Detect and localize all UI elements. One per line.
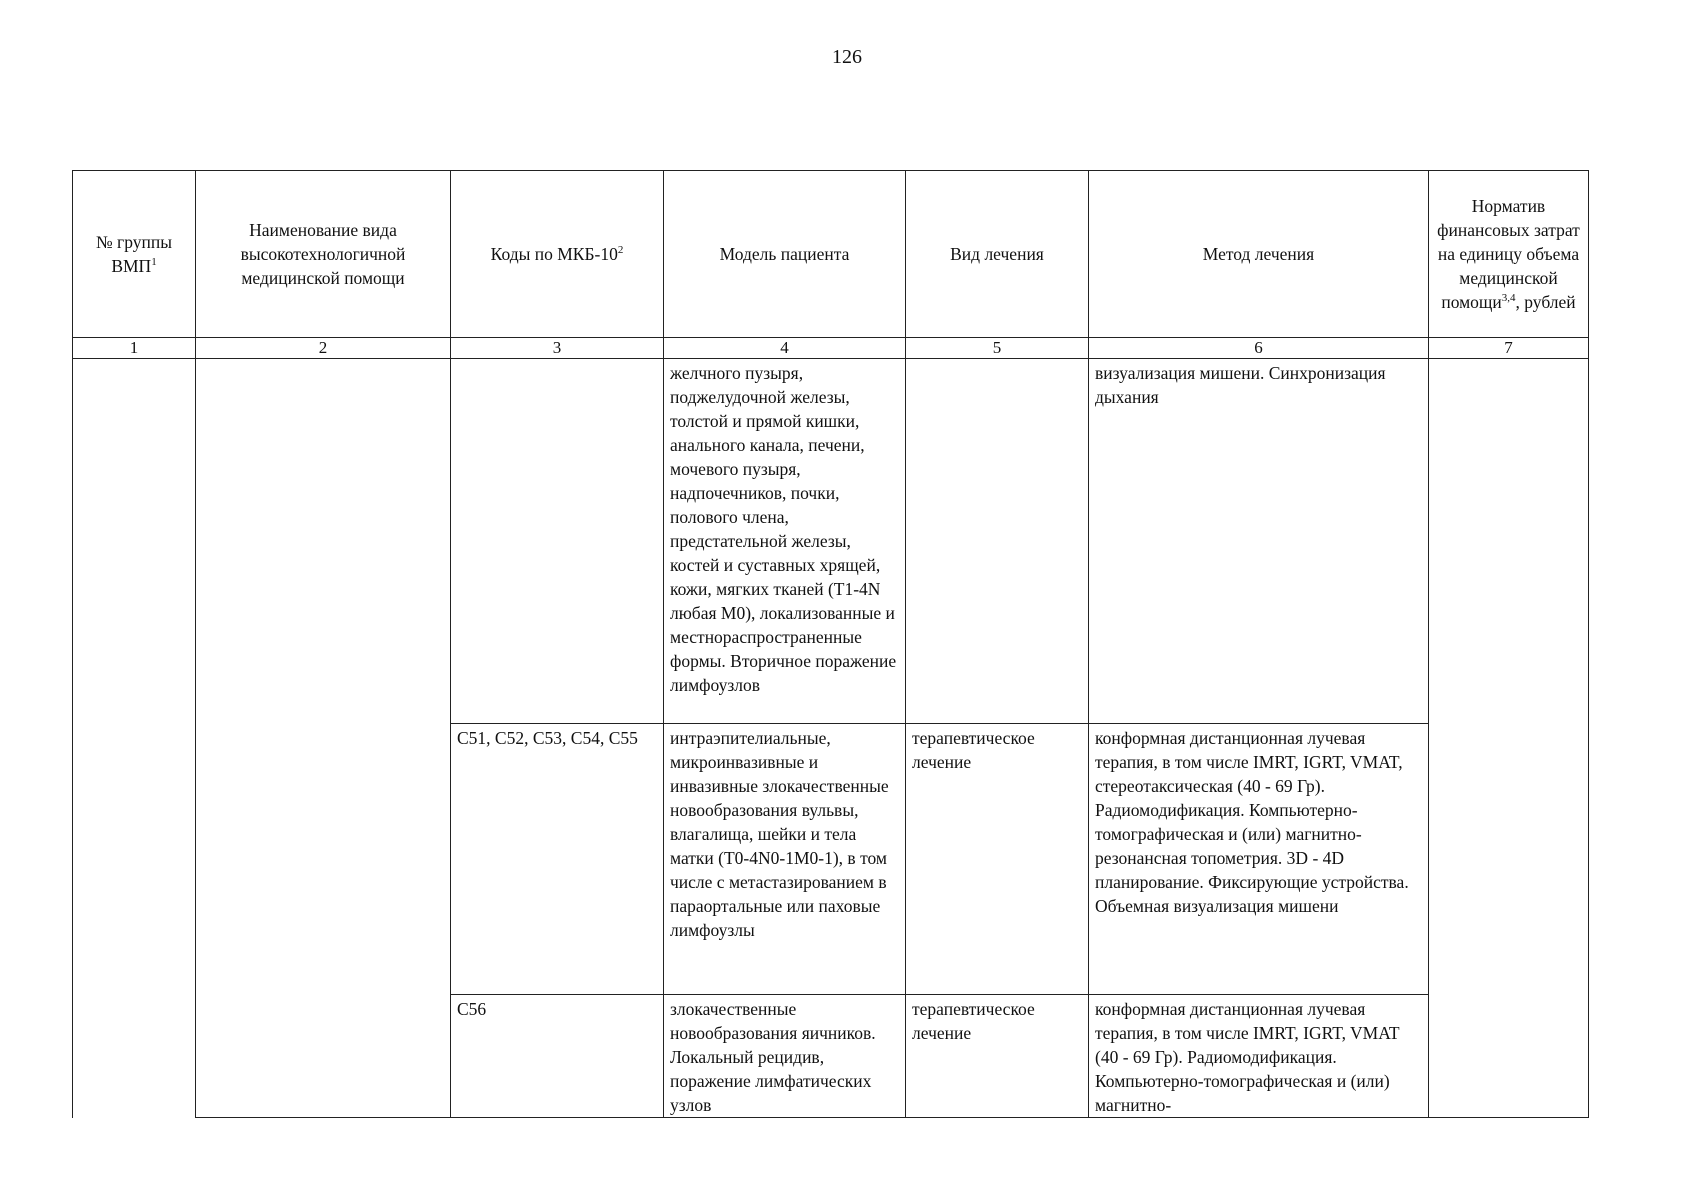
header-cost-standard: Норматив финансовых затрат на единицу объема медицинской помощи$^{3,4}$, рублей: [1429, 171, 1589, 338]
group-number-cell: [73, 359, 196, 1118]
column-number: 2: [196, 338, 451, 359]
column-number: 1: [73, 338, 196, 359]
header-treatment-type: Вид лечения: [906, 171, 1089, 338]
header-treatment-method: Метод лечения: [1089, 171, 1429, 338]
patient-model-cell: интраэпителиальные, микроинвазивные и инвазивные злокачественные новообразования вульвы, влагалища, шейки и тела матки (T0-4N0-1M0-1), в том числе с метастазированием в параортальные или паховые лимфоузлы: [664, 724, 906, 995]
treatment-type-cell: [906, 359, 1089, 724]
treatment-type-cell: терапевтическое лечение: [906, 995, 1089, 1118]
vmp-table: [72, 170, 1589, 1118]
header-icd-codes: Коды по МКБ-$10^2$: [451, 171, 664, 338]
cost-standard-cell: [1429, 359, 1589, 1118]
header-row: [73, 171, 1589, 338]
column-number: 4: [664, 338, 906, 359]
header-group-number: № группы ВМП$^1$: [73, 171, 196, 338]
icd-codes-cell: C56: [451, 995, 664, 1118]
care-type-cell: [196, 359, 451, 1118]
treatment-method-cell: конформная дистанционная лучевая терапия, в том числе IMRT, IGRT, VMAT, стереотаксическая (40 - 69 Гр). Радиомодификация. Компьютерно-томографическая и (или) магнитно-резонансная топометрия. 3D - 4D планирование. Фиксирующие устройства. Объемная визуализация мишени: [1089, 724, 1429, 995]
icd-codes-cell: [451, 359, 664, 724]
column-number: 3: [451, 338, 664, 359]
treatment-method-cell: конформная дистанционная лучевая терапия, в том числе IMRT, IGRT, VMAT (40 - 69 Гр). Радиомодификация. Компьютерно-томографическая и (или) магнитно-: [1089, 995, 1429, 1118]
header-care-type-name: Наименование вида высокотехнологичной медицинской помощи: [196, 171, 451, 338]
header-patient-model: Модель пациента: [664, 171, 906, 338]
column-number: 6: [1089, 338, 1429, 359]
patient-model-cell: злокачественные новообразования яичников. Локальный рецидив, поражение лимфатических узлов: [664, 995, 906, 1118]
icd-codes-cell: C51, C52, C53, C54, C55: [451, 724, 664, 995]
treatment-method-cell: визуализация мишени. Синхронизация дыхания: [1089, 359, 1429, 724]
page-number: 126: [832, 46, 862, 68]
column-number: 7: [1429, 338, 1589, 359]
column-numbers-row: [73, 338, 1589, 359]
column-number: 5: [906, 338, 1089, 359]
table-row: [73, 359, 1589, 724]
patient-model-cell: желчного пузыря, поджелудочной железы, толстой и прямой кишки, анального канала, печени, мочевого пузыря, надпочечников, почки, полового члена, предстательной железы, костей и суставных хрящей, кожи, мягких тканей (T1-4N любая M0), локализованные и местнораспространенные формы. Вторичное поражение лимфоузлов: [664, 359, 906, 724]
treatment-type-cell: терапевтическое лечение: [906, 724, 1089, 995]
